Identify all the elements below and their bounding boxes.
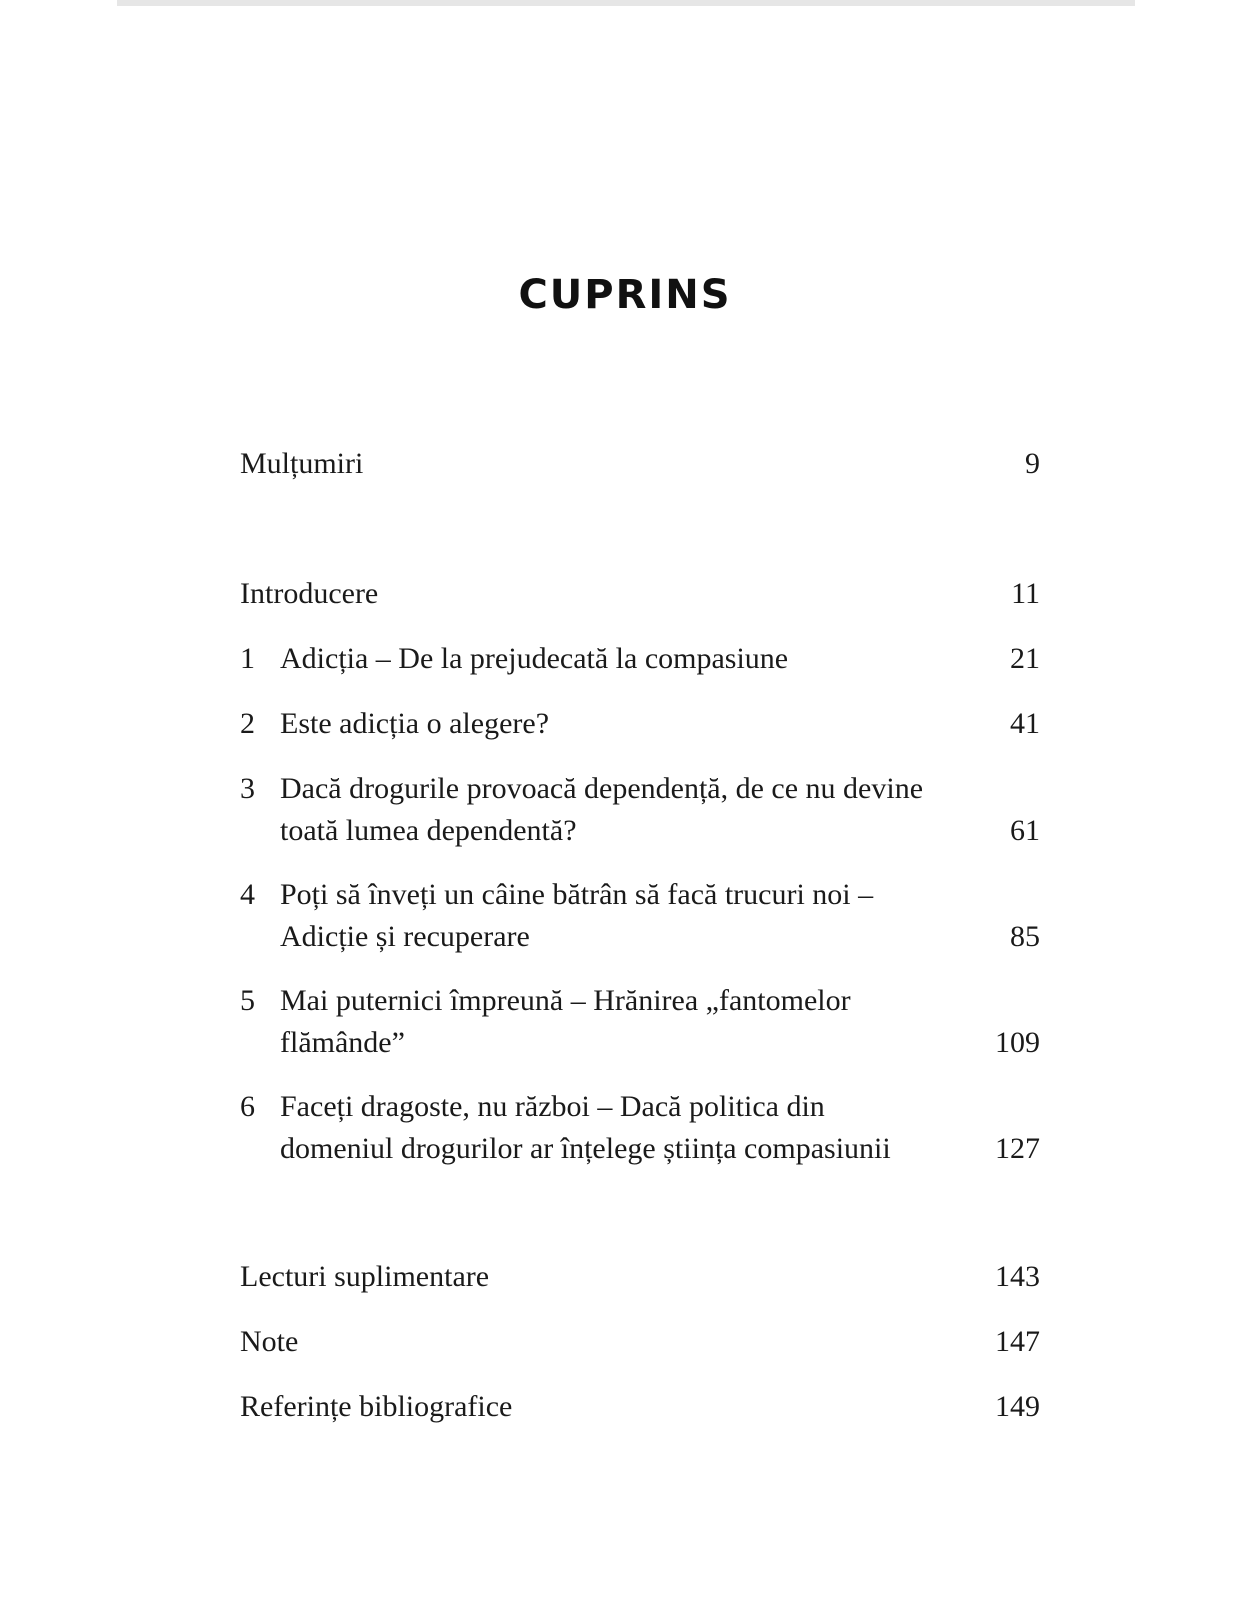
chapter-number: 6 xyxy=(240,1090,255,1123)
toc-entry-chapter-1[interactable] xyxy=(240,638,1040,680)
toc-entry-title: Referințe bibliografice xyxy=(240,1390,513,1423)
chapter-number: 2 xyxy=(240,707,255,740)
toc-entry-multumiri[interactable] xyxy=(240,443,1040,485)
toc-entry-page: 11 xyxy=(1011,577,1040,610)
toc-entry-chapter-3[interactable] xyxy=(240,768,1040,852)
toc-entry-note[interactable] xyxy=(240,1321,1040,1363)
toc-entry-chapter-6[interactable] xyxy=(240,1086,1040,1170)
toc-entry-title: Dacă drogurile provoacă dependență, de ce nu devine toată lumea dependentă? xyxy=(280,772,924,847)
toc-entry-chapter-5[interactable] xyxy=(240,980,1040,1064)
toc-entry-page: 147 xyxy=(995,1325,1040,1358)
toc-entry-title: Note xyxy=(240,1325,299,1358)
toc-entry-title: Lecturi suplimentare xyxy=(240,1260,490,1293)
toc-entry-title: Mai puternici împreună – Hrănirea „fantomelor flămânde” xyxy=(280,984,851,1059)
toc-entry-page: 149 xyxy=(995,1390,1040,1423)
toc-entry-page: 85 xyxy=(1010,920,1040,953)
toc-entry-page: 21 xyxy=(1010,642,1040,675)
toc-entry-chapter-4[interactable] xyxy=(240,874,1040,958)
chapter-number: 3 xyxy=(240,772,255,805)
toc-entry-title: Adicția – De la prejudecată la compasiune xyxy=(280,642,789,675)
toc-entry-introducere[interactable] xyxy=(240,573,1040,615)
toc-entry-referinte-bibliografice[interactable] xyxy=(240,1386,1040,1428)
toc-entry-page: 127 xyxy=(995,1132,1040,1165)
toc-entry-title: Faceți dragoste, nu război – Dacă politica din domeniul drogurilor ar înțelege știința compasiunii xyxy=(280,1090,891,1165)
toc-entry-title: Mulțumiri xyxy=(240,447,364,480)
chapter-number: 5 xyxy=(240,984,255,1017)
top-divider xyxy=(117,0,1135,6)
toc-entry-page: 61 xyxy=(1010,814,1040,847)
chapter-number: 4 xyxy=(240,878,255,911)
toc-entry-lecturi-suplimentare[interactable] xyxy=(240,1256,1040,1298)
chapter-number: 1 xyxy=(240,642,255,675)
page-title: CUPRINS xyxy=(518,272,732,318)
toc-entry-title: Introducere xyxy=(240,577,379,610)
toc-entry-page: 109 xyxy=(995,1026,1040,1059)
toc-entry-page: 9 xyxy=(1025,447,1040,480)
toc-entry-chapter-2[interactable] xyxy=(240,703,1040,745)
toc-entry-page: 41 xyxy=(1010,707,1040,740)
toc-entry-title: Poți să înveți un câine bătrân să facă trucuri noi – Adicție și recuperare xyxy=(280,878,874,953)
toc-entry-page: 143 xyxy=(995,1260,1040,1293)
toc-entry-title: Este adicția o alegere? xyxy=(280,707,550,740)
